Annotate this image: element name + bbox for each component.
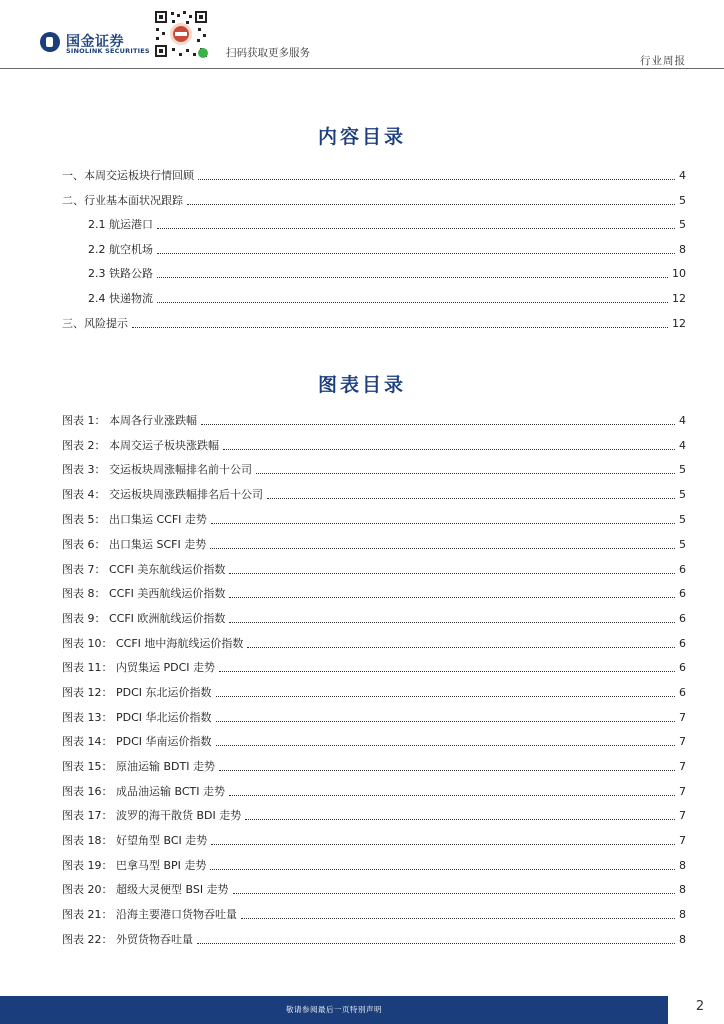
toc-dot-leader: [187, 203, 675, 205]
toc-dot-leader: [229, 794, 675, 796]
content-toc-title: 内容目录: [317, 126, 406, 148]
figure-toc-label: 图表 3： 交运板块周涨幅排名前十公司: [62, 463, 252, 476]
toc-dot-leader: [211, 843, 675, 845]
figure-toc-label: 图表 4： 交运板块周涨跌幅排名后十公司: [62, 488, 263, 501]
figure-toc-label: 图表 16： 成品油运输 BCTI 走势: [62, 785, 225, 798]
figure-toc-label: 图表 2： 本周交运子板块涨跌幅: [62, 439, 219, 452]
report-type-label: 行业周报: [640, 55, 686, 67]
figure-toc-label: 图表 20： 超级大灵便型 BSI 走势: [62, 883, 229, 896]
figure-toc-label: 图表 1： 本周各行业涨跌幅: [62, 414, 197, 427]
toc-dot-leader: [211, 522, 675, 524]
toc-entry[interactable]: [88, 242, 686, 258]
figure-toc-page: 7: [679, 834, 686, 847]
figure-toc-entry[interactable]: [62, 759, 686, 775]
figure-toc-entry[interactable]: [62, 808, 686, 824]
toc-dot-leader: [256, 472, 675, 474]
figure-toc-entry[interactable]: [62, 562, 686, 578]
figure-toc-entry[interactable]: [62, 611, 686, 627]
figure-toc-entry[interactable]: [62, 784, 686, 800]
figure-toc-page: 5: [679, 463, 686, 476]
toc-entry-label: 三、风险提示: [62, 317, 128, 330]
figure-toc-page: 6: [679, 637, 686, 650]
toc-dot-leader: [216, 720, 675, 722]
figure-toc-entry[interactable]: [62, 932, 686, 948]
figure-toc-entry[interactable]: [62, 660, 686, 676]
toc-entry-page: 8: [679, 243, 686, 256]
logo-english-name: SINOLINK SECURITIES: [66, 47, 150, 55]
toc-entry-label: 一、本周交运板块行情回顾: [62, 169, 194, 182]
figure-toc-page: 7: [679, 735, 686, 748]
figure-toc-page: 6: [679, 661, 686, 674]
toc-dot-leader: [210, 547, 675, 549]
toc-entry[interactable]: [62, 168, 686, 184]
figure-toc-page: 7: [679, 711, 686, 724]
figure-toc-label: 图表 6： 出口集运 SCFI 走势: [62, 538, 207, 551]
toc-dot-leader: [157, 301, 668, 303]
toc-entry-page: 12: [672, 317, 686, 330]
toc-dot-leader: [247, 646, 675, 648]
toc-dot-leader: [216, 695, 675, 697]
figure-toc-page: 6: [679, 686, 686, 699]
figure-toc-page: 8: [679, 859, 686, 872]
sinolink-logo: [40, 32, 150, 56]
toc-entry-page: 5: [679, 218, 686, 231]
figure-toc-entry[interactable]: [62, 710, 686, 726]
toc-dot-leader: [229, 572, 675, 574]
figure-toc-page: 6: [679, 563, 686, 576]
toc-dot-leader: [219, 670, 675, 672]
toc-entry[interactable]: [62, 193, 686, 209]
figure-toc-label: 图表 8： CCFI 美西航线运价指数: [62, 587, 226, 600]
figure-toc-page: 6: [679, 587, 686, 600]
sinolink-logo-icon: [40, 32, 60, 52]
toc-entry-label: 2.3 铁路公路: [88, 267, 153, 280]
toc-dot-leader: [197, 942, 675, 944]
qr-code-icon[interactable]: [152, 8, 210, 60]
toc-entry-label: 2.1 航运港口: [88, 218, 153, 231]
page-number: 2: [695, 999, 705, 1014]
disclaimer-note: 敬请参阅最后一页特别声明: [286, 1005, 382, 1014]
figure-toc-page: 5: [679, 513, 686, 526]
figure-toc-page: 5: [679, 538, 686, 551]
toc-dot-leader: [157, 276, 668, 278]
figure-toc-page: 8: [679, 933, 686, 946]
figure-toc-label: 图表 17： 波罗的海干散货 BDI 走势: [62, 809, 242, 822]
toc-entry[interactable]: [62, 316, 686, 332]
figure-toc-label: 图表 21： 沿海主要港口货物吞吐量: [62, 908, 237, 921]
toc-dot-leader: [132, 326, 668, 328]
figure-toc-page: 8: [679, 883, 686, 896]
figure-toc-page: 7: [679, 785, 686, 798]
toc-dot-leader: [157, 252, 675, 254]
toc-entry-label: 2.4 快递物流: [88, 292, 153, 305]
figure-toc-label: 图表 15： 原油运输 BDTI 走势: [62, 760, 215, 773]
figure-toc-label: 图表 10： CCFI 地中海航线运价指数: [62, 637, 244, 650]
figure-toc-entry[interactable]: [62, 858, 686, 874]
figure-toc-entry[interactable]: [62, 833, 686, 849]
toc-entry[interactable]: [88, 291, 686, 307]
toc-entry-page: 4: [679, 169, 686, 182]
figure-toc-page: 4: [679, 439, 686, 452]
toc-dot-leader: [216, 744, 675, 746]
figure-toc-entry[interactable]: [62, 413, 686, 429]
toc-entry-label: 2.2 航空机场: [88, 243, 153, 256]
toc-dot-leader: [241, 917, 675, 919]
figure-toc-label: 图表 22： 外贸货物吞吐量: [62, 933, 193, 946]
scan-qr-caption: 扫码获取更多服务: [226, 47, 310, 59]
toc-dot-leader: [233, 892, 675, 894]
figure-toc-label: 图表 18： 好望角型 BCI 走势: [62, 834, 208, 847]
figure-toc-label: 图表 14： PDCI 华南运价指数: [62, 735, 212, 748]
toc-dot-leader: [198, 178, 675, 180]
figure-toc-entry[interactable]: [62, 907, 686, 923]
toc-entry-page: 10: [672, 267, 686, 280]
figure-toc-label: 图表 9： CCFI 欧洲航线运价指数: [62, 612, 226, 625]
figure-toc-entry[interactable]: [62, 882, 686, 898]
figure-toc-entry[interactable]: [62, 685, 686, 701]
figure-toc-entry[interactable]: [62, 438, 686, 454]
toc-entry-label: 二、行业基本面状况跟踪: [62, 194, 183, 207]
toc-entry-page: 5: [679, 194, 686, 207]
toc-dot-leader: [223, 448, 675, 450]
figure-toc-entry[interactable]: [62, 734, 686, 750]
figure-toc-page: 7: [679, 760, 686, 773]
toc-dot-leader: [229, 596, 675, 598]
figure-toc-entry[interactable]: [62, 487, 686, 503]
toc-entry[interactable]: [88, 266, 686, 282]
figure-toc-label: 图表 7： CCFI 美东航线运价指数: [62, 563, 226, 576]
header-divider: [0, 68, 724, 69]
toc-entry[interactable]: [88, 217, 686, 233]
figure-toc-label: 图表 11： 内贸集运 PDCI 走势: [62, 661, 216, 674]
toc-dot-leader: [267, 497, 675, 499]
figure-toc-title: 图表目录: [317, 374, 406, 396]
toc-entry-page: 12: [672, 292, 686, 305]
figure-toc-label: 图表 13： PDCI 华北运价指数: [62, 711, 212, 724]
figure-toc-page: 5: [679, 488, 686, 501]
figure-toc-page: 4: [679, 414, 686, 427]
toc-dot-leader: [245, 818, 675, 820]
figure-toc-entry[interactable]: [62, 636, 686, 652]
figure-toc-page: 7: [679, 809, 686, 822]
page-header: [0, 0, 724, 70]
toc-dot-leader: [229, 621, 675, 623]
toc-dot-leader: [157, 227, 675, 229]
toc-dot-leader: [201, 423, 675, 425]
figure-toc-page: 8: [679, 908, 686, 921]
figure-toc-entry[interactable]: [62, 537, 686, 553]
figure-toc-label: 图表 19： 巴拿马型 BPI 走势: [62, 859, 207, 872]
figure-toc-entry[interactable]: [62, 462, 686, 478]
figure-toc-entry[interactable]: [62, 512, 686, 528]
figure-toc-page: 6: [679, 612, 686, 625]
figure-toc-label: 图表 12： PDCI 东北运价指数: [62, 686, 212, 699]
logo-chinese-name: 国金证券: [66, 34, 124, 50]
toc-dot-leader: [210, 868, 675, 870]
figure-toc-entry[interactable]: [62, 586, 686, 602]
toc-dot-leader: [219, 769, 675, 771]
figure-toc-label: 图表 5： 出口集运 CCFI 走势: [62, 513, 207, 526]
